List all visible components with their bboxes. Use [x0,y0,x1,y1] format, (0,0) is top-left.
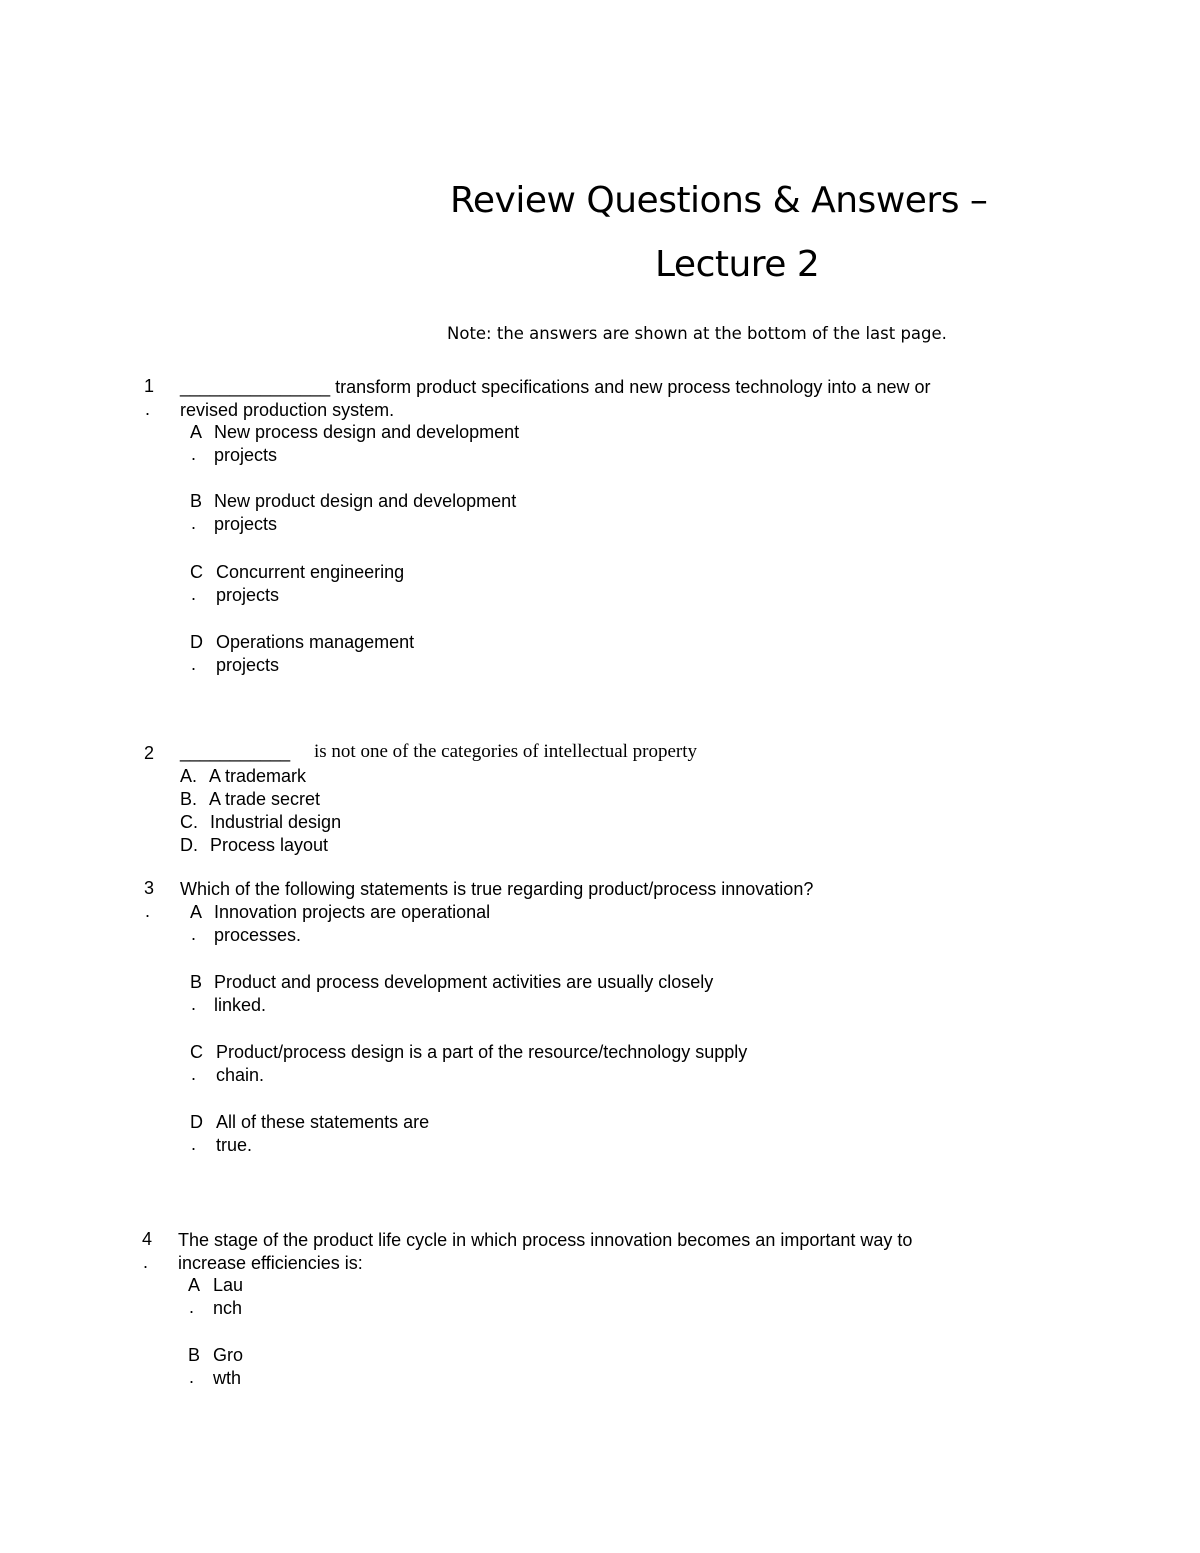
note-text: Note: the answers are shown at the bottom of the last page. [447,324,947,343]
option-letter: A [190,902,203,922]
option-dot: . [191,654,197,674]
question-number-dot: . [145,901,151,921]
option-text-line1: Product/process design is a part of the resource/technology supply [216,1042,748,1062]
question-number: 2 [144,743,155,763]
option-text-line1: Product and process development activities are usually closely [214,972,714,992]
option-text-line1: New product design and development [214,491,517,511]
question-number: 1 [144,376,155,396]
option-text-line2: chain. [216,1065,265,1085]
option-dot: . [189,1367,195,1387]
option-letter: A. [180,766,198,786]
option-text: A trademark [209,766,307,786]
option-letter: B [190,972,203,992]
question-text-line1: _______________ transform product specifications and new process technology into a new or [180,377,931,397]
option-letter: A [188,1275,201,1295]
option-letter: D [190,1112,203,1132]
question-text-line2: revised production system. [180,400,395,420]
option-text-line2: processes. [214,925,302,945]
page-title-line1: Review Questions & Answers – [450,180,988,221]
option-dot: . [191,924,197,944]
option-dot: . [189,1297,195,1317]
option-letter: A [190,422,203,442]
question-text: is not one of the categories of intellectual property [314,741,698,762]
option-dot: . [191,1064,197,1084]
option-text-line1: All of these statements are [216,1112,430,1132]
question-blank: ___________ [180,742,291,762]
option-text-line2: projects [216,655,280,675]
option-text-line1: Innovation projects are operational [214,902,491,922]
page-title-line2: Lecture 2 [655,244,820,285]
option-letter: B. [180,789,198,809]
option-text: A trade secret [209,789,321,809]
option-text-line2: projects [214,514,278,534]
option-text-line2: projects [214,445,278,465]
option-text-line1: Operations management [216,632,415,652]
option-letter: B [190,491,203,511]
option-dot: . [191,994,197,1014]
option-letter: C. [180,812,198,832]
option-letter: B [188,1345,201,1365]
option-text-line2: true. [216,1135,253,1155]
question-number: 3 [144,878,155,898]
option-dot: . [191,584,197,604]
option-text-line2: nch [213,1298,243,1318]
option-letter: D [190,632,203,652]
question-text-line1: The stage of the product life cycle in which process innovation becomes an important way to [178,1230,913,1250]
option-text: Industrial design [210,812,342,832]
question-number: 4 [142,1229,153,1249]
option-letter: C [190,1042,203,1062]
question-text: Which of the following statements is true regarding product/process innovation? [180,879,814,899]
option-text-line2: linked. [214,995,267,1015]
option-letter: C [190,562,203,582]
option-text-line1: Gro [213,1345,244,1365]
option-letter: D. [180,835,198,855]
option-text: Process layout [210,835,329,855]
option-text-line1: Lau [213,1275,244,1295]
option-dot: . [191,513,197,533]
option-dot: . [191,1134,197,1154]
option-text-line2: projects [216,585,280,605]
option-text-line1: Concurrent engineering [216,562,405,582]
question-text-line2: increase efficiencies is: [178,1253,363,1273]
option-text-line1: New process design and development [214,422,520,442]
option-dot: . [191,444,197,464]
question-number-dot: . [145,399,151,419]
option-text-line2: wth [213,1368,242,1388]
question-number-dot: . [143,1252,149,1272]
